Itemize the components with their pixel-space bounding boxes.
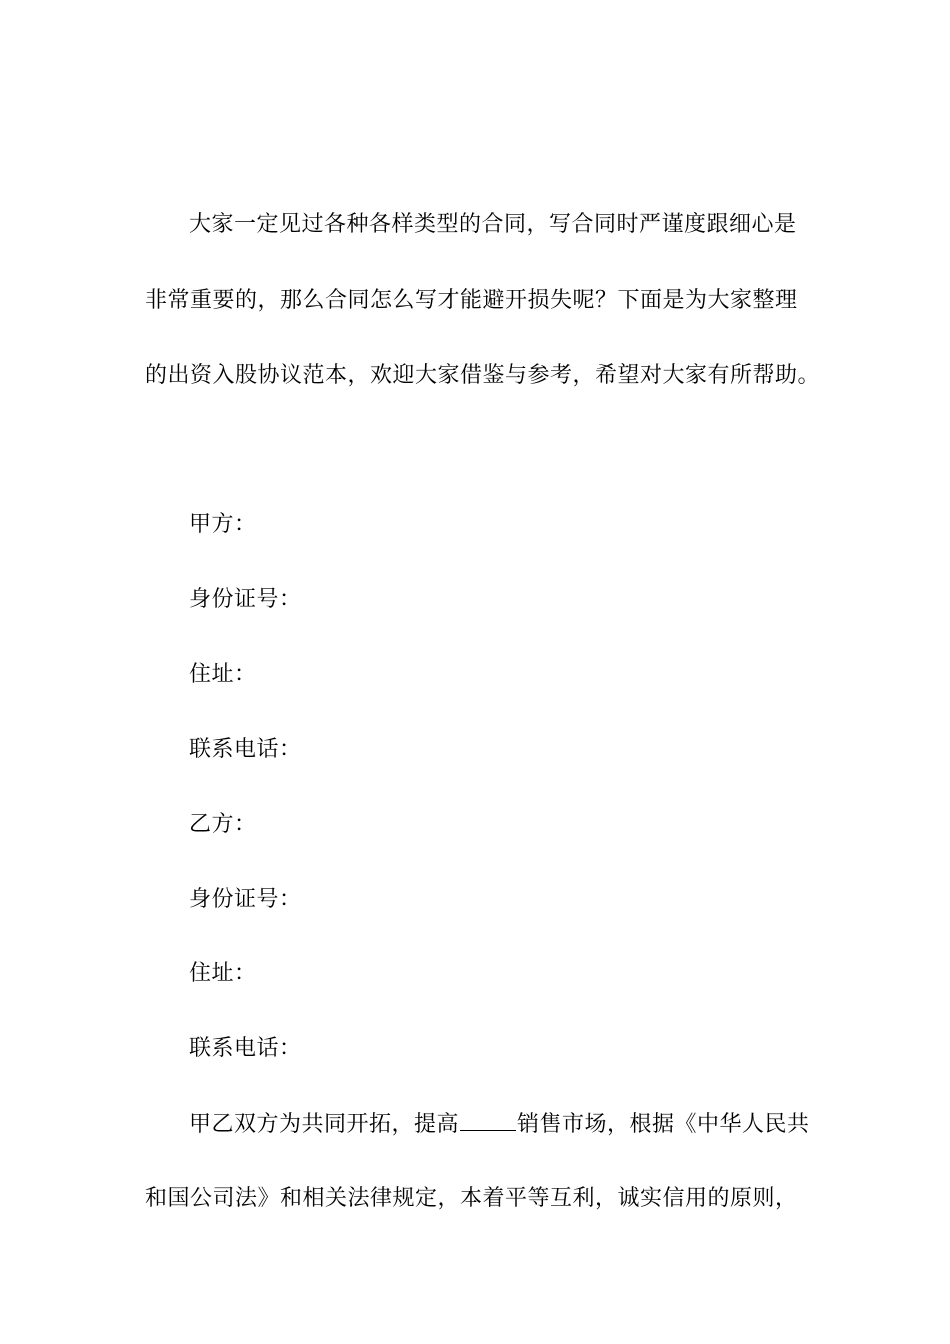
body-line-2: 和国公司法》和相关法律规定，本着平等互利，诚实信用的原则，: [145, 1186, 798, 1211]
body-line-1: [189, 1110, 810, 1139]
party-a-label: 甲方：: [189, 512, 257, 537]
party-b-phone-label: 联系电话：: [189, 1036, 302, 1061]
party-a-phone-label: 联系电话：: [189, 737, 302, 762]
intro-line-2: 非常重要的，那么合同怎么写才能避开损失呢？下面是为大家整理: [145, 288, 798, 313]
party-b-address-label: 住址：: [189, 961, 257, 986]
fill-in-blank: [460, 1110, 516, 1131]
body-line-1-before: 甲乙双方为共同开拓，提高: [189, 1112, 460, 1137]
party-b-label: 乙方：: [189, 812, 257, 837]
intro-line-1: 大家一定见过各种各样类型的合同，写合同时严谨度跟细心是: [189, 212, 797, 237]
party-b-id-label: 身份证号：: [189, 887, 302, 912]
body-line-1-after: 销售市场，根据《中华人民共: [517, 1112, 810, 1137]
party-a-id-label: 身份证号：: [189, 587, 302, 612]
intro-line-3: 的出资入股协议范本，欢迎大家借鉴与参考，希望对大家有所帮助。: [145, 363, 821, 388]
party-a-address-label: 住址：: [189, 662, 257, 687]
